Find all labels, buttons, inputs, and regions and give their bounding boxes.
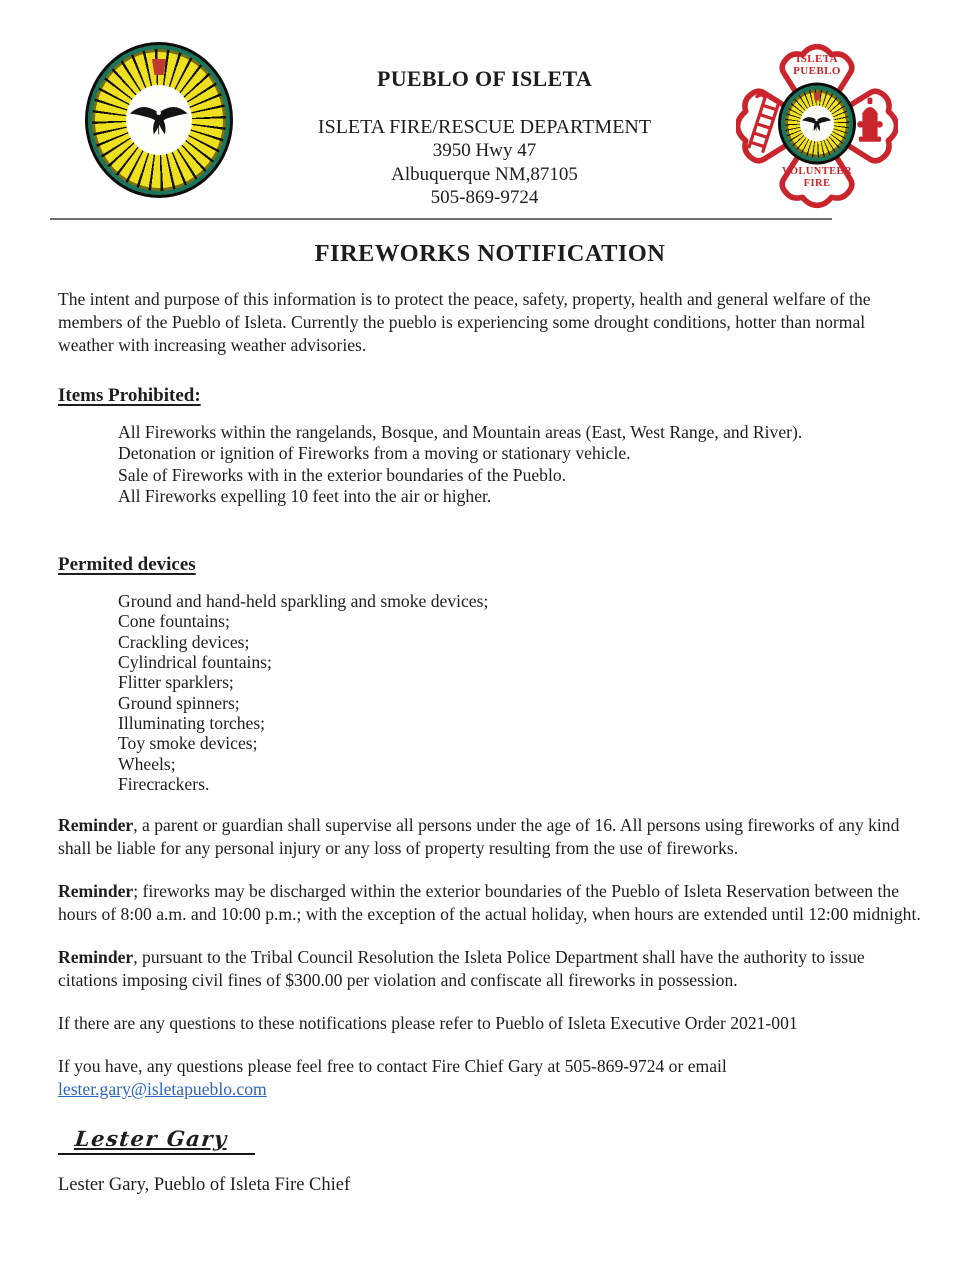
list-item: All Fireworks within the rangelands, Bosque, and Mountain areas (East, West Range, and River). bbox=[118, 422, 803, 442]
badge-bottom-text bbox=[736, 166, 898, 190]
letterhead bbox=[0, 0, 980, 212]
questions-paragraph: If there are any questions to these notifications please refer to Pueblo of Isleta Executive Order 2021-001 bbox=[58, 1013, 798, 1034]
badge-bottom-line1: VOLUNTEER bbox=[782, 166, 852, 177]
list-item: Wheels; bbox=[118, 753, 176, 774]
reminder-label: Reminder bbox=[58, 947, 134, 968]
list-item: Ground spinners; bbox=[118, 692, 240, 713]
signoff-name: Lester Gary, Pueblo of Isleta Fire Chief bbox=[58, 1175, 351, 1196]
contact-paragraph bbox=[58, 1055, 922, 1101]
list-item: Crackling devices; bbox=[118, 631, 250, 652]
signature-block bbox=[58, 1127, 922, 1155]
seal-notch bbox=[813, 92, 820, 100]
reminder-paragraph-1 bbox=[58, 814, 922, 860]
reminder-text: , pursuant to the Tribal Council Resolution the Isleta Police Department shall have the authority to issue citations imposing civil fines of $300.00 per violation and confiscate all fireworks in possession. bbox=[58, 947, 865, 991]
phone-number: 505-869-9724 bbox=[430, 187, 539, 208]
list-item: All Fireworks expelling 10 feet into the air or higher. bbox=[118, 485, 492, 506]
badge-center-seal-icon bbox=[778, 83, 856, 165]
reminder-text: , a parent or guardian shall supervise all persons under the age of 16. All persons using fireworks of any kind shall be liable for any personal injury or any loss of property resulting from the use of fireworks. bbox=[58, 815, 900, 859]
letterhead-text bbox=[233, 66, 736, 210]
reminder-paragraph-2 bbox=[58, 880, 922, 926]
list-item: Cylindrical fountains; bbox=[118, 652, 272, 673]
seal-notch bbox=[152, 59, 166, 76]
page-title: FIREWORKS NOTIFICATION bbox=[314, 240, 666, 267]
prohibited-list bbox=[58, 422, 922, 507]
header-divider bbox=[50, 218, 832, 220]
intro-paragraph: The intent and purpose of this information is to protect the peace, safety, property, health and general welfare of the members of the Pueblo of Isleta. Currently the pueblo is experiencing some drought conditions, hotter than normal weather with increasing weather advisories. bbox=[58, 289, 871, 355]
permitted-heading: Permited devices bbox=[58, 554, 196, 576]
seal-center bbox=[800, 106, 834, 142]
signature-script: Lester Gary bbox=[73, 1126, 230, 1152]
list-item: Sale of Fireworks with in the exterior boundaries of the Pueblo. bbox=[118, 464, 567, 485]
contact-text: If you have, any questions please feel free to contact Fire Chief Gary at 505-869-9724 or email bbox=[58, 1056, 727, 1077]
reminder-paragraph-3 bbox=[58, 946, 922, 992]
document-body bbox=[0, 288, 980, 1197]
list-item: Ground and hand-held sparkling and smoke devices; bbox=[118, 591, 489, 612]
org-title: PUEBLO OF ISLETA bbox=[376, 66, 593, 91]
address-line-1: 3950 Hwy 47 bbox=[432, 140, 537, 161]
address-line-2: Albuquerque NM,87105 bbox=[391, 163, 578, 185]
pueblo-of-isleta-seal-icon bbox=[85, 42, 233, 198]
badge-top-text bbox=[736, 53, 898, 77]
list-item: Detonation or ignition of Fireworks from a moving or stationary vehicle. bbox=[118, 443, 631, 464]
list-item: Toy smoke devices; bbox=[118, 733, 258, 754]
badge-top-line1: ISLETA bbox=[796, 53, 838, 65]
department-name: ISLETA FIRE/RESCUE DEPARTMENT bbox=[317, 116, 652, 138]
prohibited-heading: Items Prohibited: bbox=[58, 385, 201, 406]
reminder-label: Reminder bbox=[58, 815, 134, 836]
seal-center bbox=[126, 85, 193, 156]
list-item: Flitter sparklers; bbox=[118, 672, 234, 693]
list-item: Cone fountains; bbox=[118, 611, 230, 632]
eagle-icon bbox=[801, 114, 832, 134]
list-item: Firecrackers. bbox=[118, 773, 210, 794]
reminder-text: ; fireworks may be discharged within the exterior boundaries of the Pueblo of Isleta Reservation between the hours of 8:00 a.m. and 10:00 p.m.; with the exception of the actual holiday, when hours are extended until 12:00 midnight. bbox=[58, 881, 921, 925]
permitted-list bbox=[58, 591, 922, 794]
reminder-label: Reminder bbox=[58, 881, 134, 902]
badge-bottom-line2: FIRE bbox=[803, 178, 831, 189]
badge-top-line2: PUEBLO bbox=[793, 65, 841, 77]
volunteer-fire-badge-icon bbox=[736, 40, 898, 212]
eagle-icon bbox=[128, 100, 189, 139]
list-item: Illuminating torches; bbox=[118, 712, 266, 733]
signature-line bbox=[58, 1127, 255, 1155]
email-link[interactable]: lester.gary@isletapueblo.com bbox=[58, 1079, 267, 1100]
